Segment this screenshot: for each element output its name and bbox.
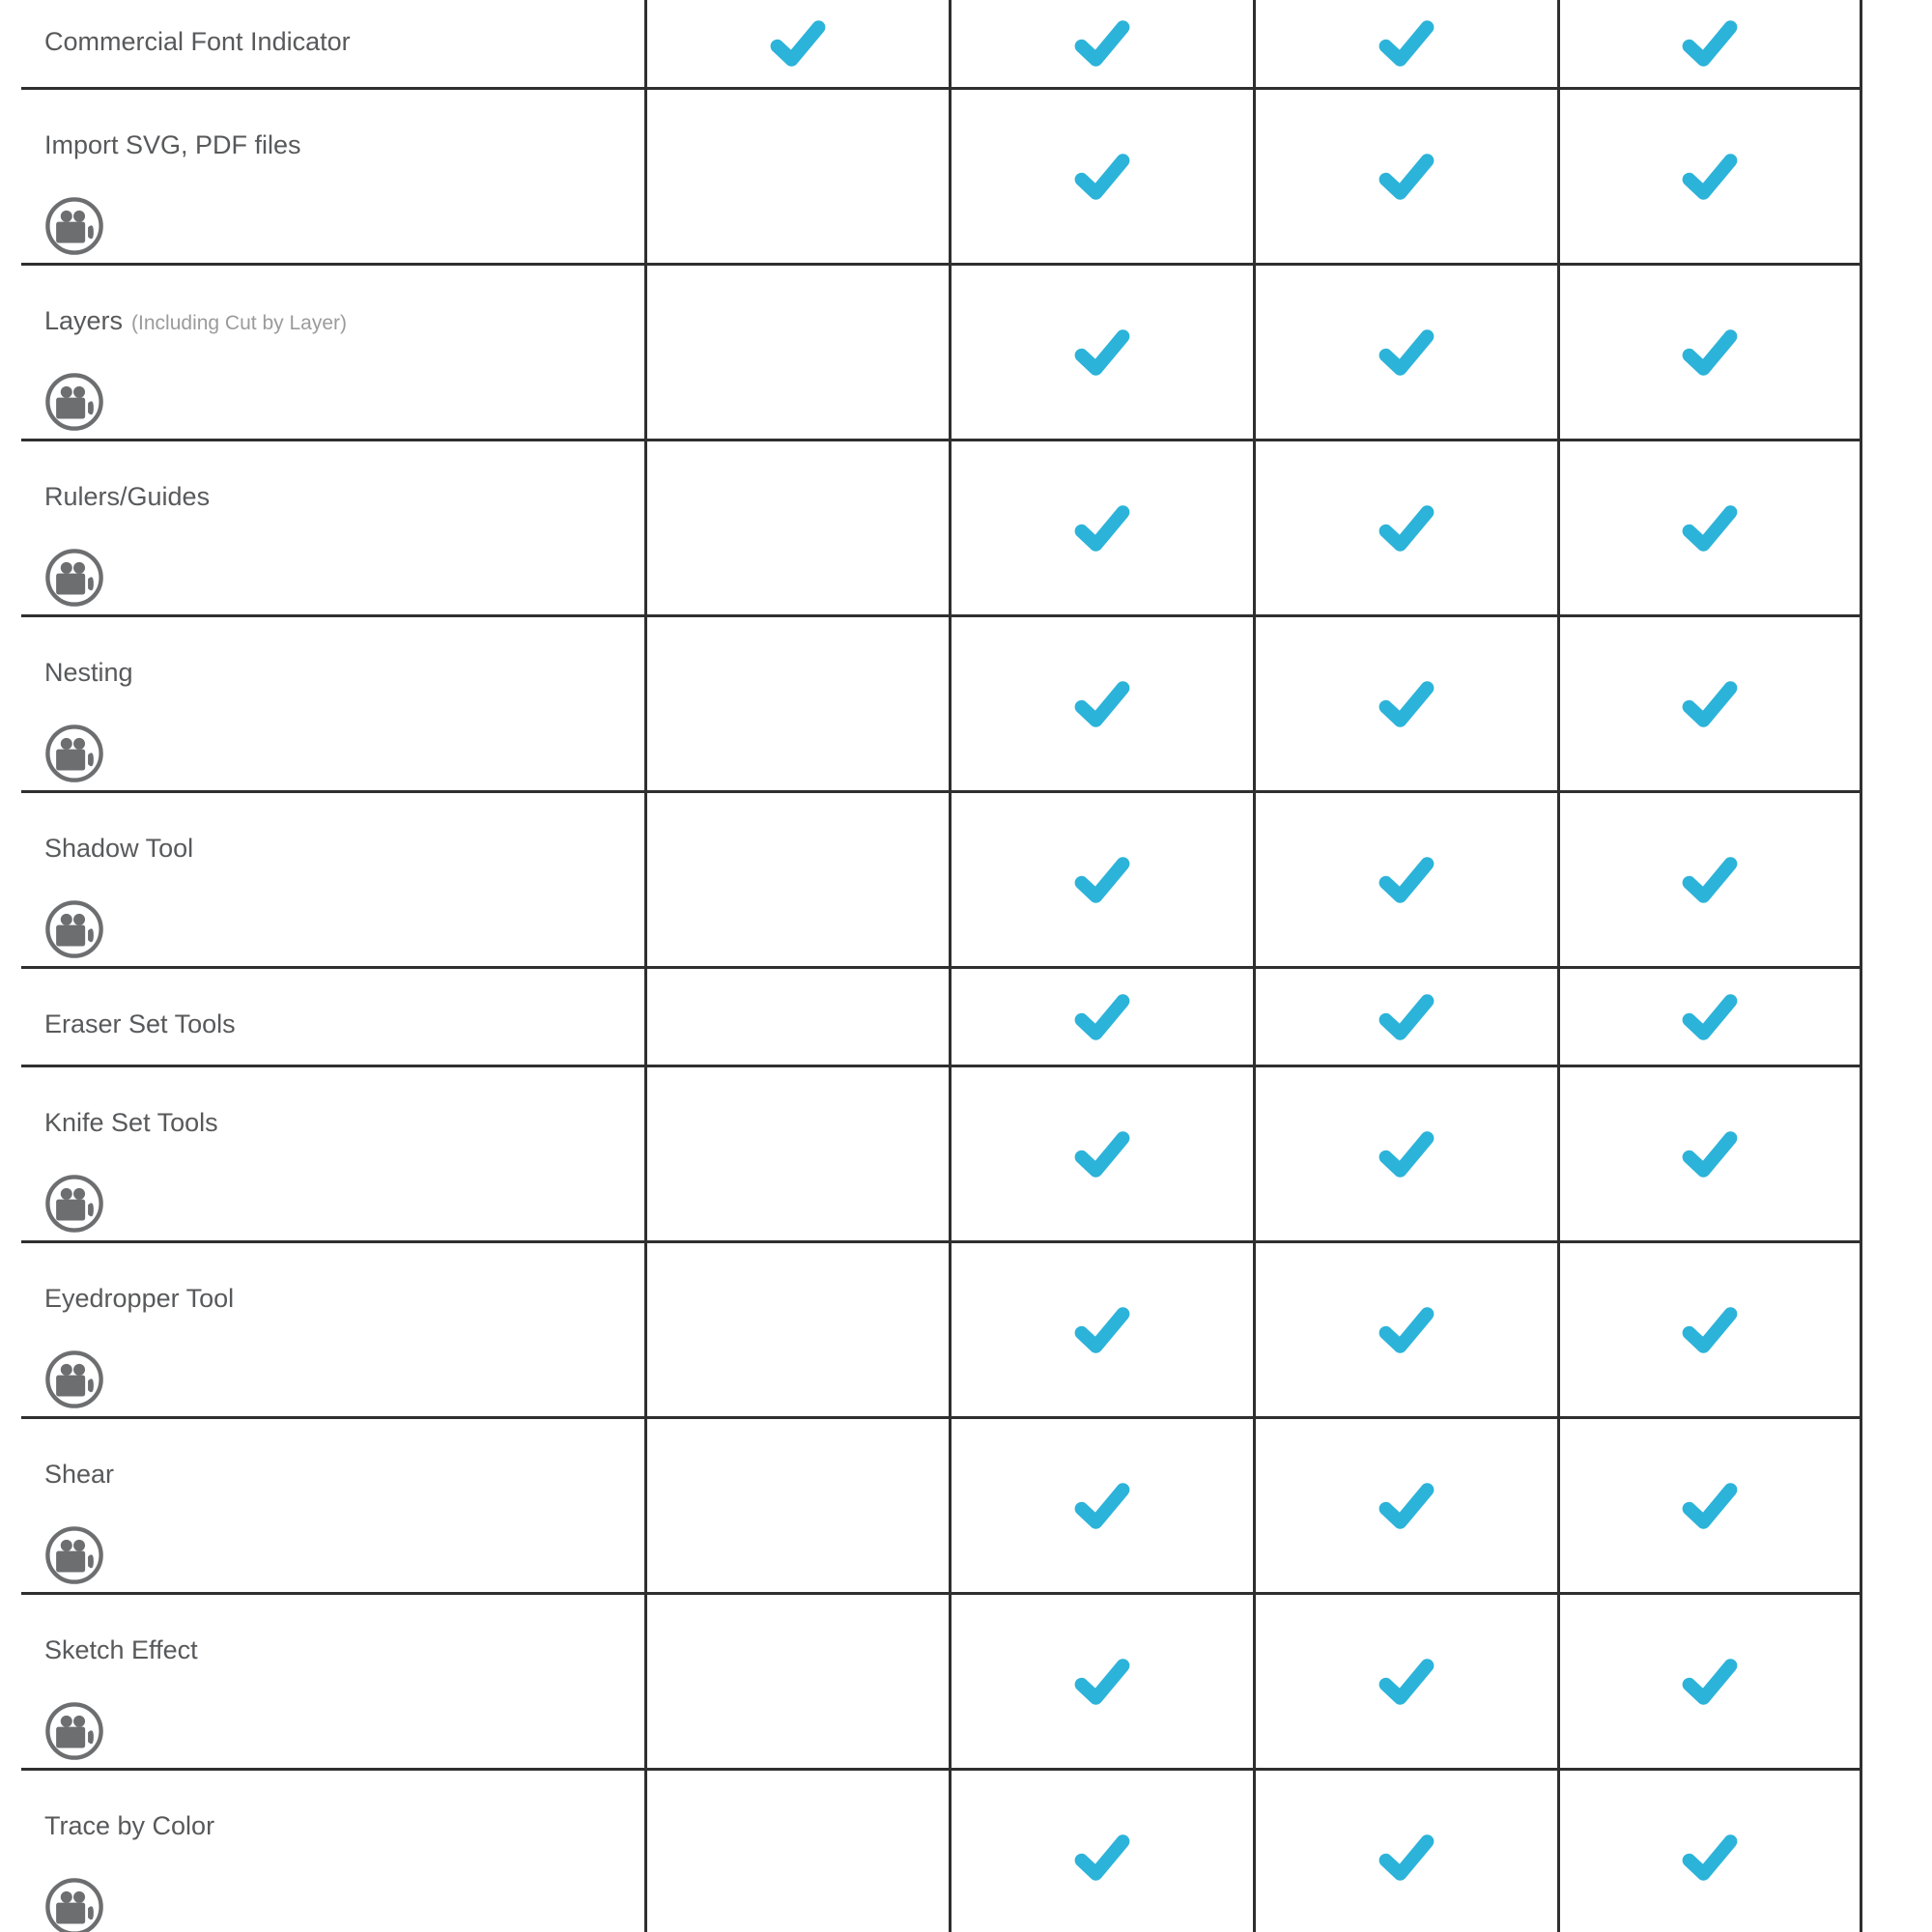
feature-label: Eyedropper Tool xyxy=(44,1284,235,1313)
check-icon xyxy=(1375,151,1438,203)
video-camera-icon[interactable] xyxy=(44,1350,104,1409)
table-row xyxy=(21,90,1862,266)
video-camera-icon[interactable] xyxy=(44,899,104,959)
check-cell xyxy=(1557,0,1862,87)
check-cell xyxy=(1557,1419,1862,1592)
empty-cell xyxy=(644,793,949,966)
check-icon xyxy=(1375,1832,1438,1884)
table-row xyxy=(21,1243,1862,1419)
check-icon xyxy=(1678,1304,1742,1356)
check-icon xyxy=(1375,1656,1438,1708)
check-icon xyxy=(1070,854,1134,906)
feature-label-line xyxy=(44,1634,198,1666)
check-icon xyxy=(1070,1128,1134,1180)
check-icon xyxy=(1375,1128,1438,1180)
feature-cell xyxy=(21,617,644,790)
check-cell xyxy=(644,0,949,87)
feature-label: Eraser Set Tools xyxy=(44,1009,236,1038)
feature-label-line xyxy=(44,1458,114,1491)
check-cell xyxy=(949,0,1253,87)
check-cell xyxy=(949,1243,1253,1416)
check-cell xyxy=(949,1771,1253,1932)
check-cell xyxy=(949,1419,1253,1592)
check-cell xyxy=(1253,617,1557,790)
check-icon xyxy=(1070,17,1134,70)
check-icon xyxy=(1070,1656,1134,1708)
feature-cell xyxy=(21,793,644,966)
check-icon xyxy=(1375,327,1438,379)
table-row xyxy=(21,793,1862,969)
feature-cell xyxy=(21,0,644,87)
check-icon xyxy=(1678,1480,1742,1532)
video-camera-icon[interactable] xyxy=(44,1877,104,1932)
empty-cell xyxy=(644,1067,949,1240)
video-camera-icon[interactable] xyxy=(44,1525,104,1585)
check-icon xyxy=(1375,17,1438,70)
check-icon xyxy=(1678,502,1742,554)
check-cell xyxy=(1557,793,1862,966)
video-camera-icon[interactable] xyxy=(44,1174,104,1234)
empty-cell xyxy=(644,1595,949,1768)
check-cell xyxy=(1557,1067,1862,1240)
feature-label: Shadow Tool xyxy=(44,834,194,863)
check-icon xyxy=(1070,678,1134,730)
feature-label-line xyxy=(44,304,347,337)
feature-cell xyxy=(21,1771,644,1932)
empty-cell xyxy=(644,617,949,790)
check-icon xyxy=(1678,327,1742,379)
check-cell xyxy=(949,266,1253,439)
check-cell xyxy=(949,793,1253,966)
table-row xyxy=(21,1419,1862,1595)
feature-label-line xyxy=(44,832,193,865)
video-camera-icon[interactable] xyxy=(44,548,104,608)
video-camera-icon[interactable] xyxy=(44,1701,104,1761)
check-icon xyxy=(1070,1832,1134,1884)
feature-label-line xyxy=(44,480,210,513)
check-icon xyxy=(1678,1128,1742,1180)
feature-label: Layers xyxy=(44,306,124,335)
check-cell xyxy=(949,441,1253,614)
feature-cell xyxy=(21,1067,644,1240)
empty-cell xyxy=(644,90,949,263)
empty-cell xyxy=(644,1419,949,1592)
check-icon xyxy=(1375,854,1438,906)
check-cell xyxy=(1557,617,1862,790)
feature-label: Shear xyxy=(44,1460,115,1489)
check-cell xyxy=(949,969,1253,1065)
check-icon xyxy=(1678,151,1742,203)
check-cell xyxy=(1557,1595,1862,1768)
feature-label-line xyxy=(44,1008,236,1040)
empty-cell xyxy=(644,266,949,439)
feature-label-line xyxy=(44,25,351,58)
table-row xyxy=(21,1595,1862,1771)
check-icon xyxy=(1375,1304,1438,1356)
video-camera-icon[interactable] xyxy=(44,372,104,432)
check-icon xyxy=(1375,1480,1438,1532)
feature-sublabel: (Including Cut by Layer) xyxy=(131,312,347,334)
check-icon xyxy=(1678,1832,1742,1884)
table-row xyxy=(21,1067,1862,1243)
check-icon xyxy=(1678,678,1742,730)
check-cell xyxy=(1557,1243,1862,1416)
check-cell xyxy=(1253,1067,1557,1240)
feature-cell xyxy=(21,1243,644,1416)
check-icon xyxy=(1070,327,1134,379)
empty-cell xyxy=(644,1771,949,1932)
table-row xyxy=(21,441,1862,617)
table-row xyxy=(21,1771,1862,1932)
feature-cell xyxy=(21,266,644,439)
feature-label: Import SVG, PDF files xyxy=(44,130,301,159)
check-cell xyxy=(1557,1771,1862,1932)
empty-cell xyxy=(644,441,949,614)
check-cell xyxy=(1557,441,1862,614)
table-row xyxy=(21,0,1862,90)
empty-cell xyxy=(644,1243,949,1416)
feature-label: Sketch Effect xyxy=(44,1635,198,1664)
table-row xyxy=(21,266,1862,441)
feature-cell xyxy=(21,1595,644,1768)
check-cell xyxy=(1253,1595,1557,1768)
video-camera-icon[interactable] xyxy=(44,196,104,256)
feature-label-line xyxy=(44,656,133,689)
check-icon xyxy=(1678,854,1742,906)
check-cell xyxy=(1253,793,1557,966)
check-icon xyxy=(1678,991,1742,1043)
check-cell xyxy=(1253,90,1557,263)
empty-cell xyxy=(644,969,949,1065)
feature-label: Nesting xyxy=(44,658,133,687)
feature-label: Trace by Color xyxy=(44,1811,215,1840)
feature-label: Knife Set Tools xyxy=(44,1108,218,1137)
check-icon xyxy=(1070,1480,1134,1532)
check-cell xyxy=(1253,0,1557,87)
check-cell xyxy=(1253,1771,1557,1932)
video-camera-icon[interactable] xyxy=(44,724,104,783)
check-cell xyxy=(949,1595,1253,1768)
feature-comparison-table xyxy=(21,0,1862,1932)
check-cell xyxy=(1557,266,1862,439)
check-icon xyxy=(766,17,830,70)
check-cell xyxy=(949,617,1253,790)
feature-cell xyxy=(21,441,644,614)
check-cell xyxy=(1253,1419,1557,1592)
check-icon xyxy=(1678,17,1742,70)
check-cell xyxy=(949,90,1253,263)
check-icon xyxy=(1070,502,1134,554)
check-cell xyxy=(1557,90,1862,263)
table-row xyxy=(21,969,1862,1067)
check-cell xyxy=(1557,969,1862,1065)
check-icon xyxy=(1070,151,1134,203)
feature-label-line xyxy=(44,128,301,161)
check-cell xyxy=(949,1067,1253,1240)
check-cell xyxy=(1253,1243,1557,1416)
check-cell xyxy=(1253,969,1557,1065)
feature-label: Rulers/Guides xyxy=(44,482,211,511)
check-cell xyxy=(1253,441,1557,614)
check-icon xyxy=(1678,1656,1742,1708)
check-icon xyxy=(1375,991,1438,1043)
check-cell xyxy=(1253,266,1557,439)
feature-label-line xyxy=(44,1282,234,1315)
check-icon xyxy=(1375,678,1438,730)
feature-cell xyxy=(21,1419,644,1592)
check-icon xyxy=(1070,991,1134,1043)
feature-label-line xyxy=(44,1809,214,1842)
feature-label: Commercial Font Indicator xyxy=(44,27,351,56)
check-icon xyxy=(1070,1304,1134,1356)
check-icon xyxy=(1375,502,1438,554)
feature-cell xyxy=(21,969,644,1065)
feature-cell xyxy=(21,90,644,263)
feature-label-line xyxy=(44,1106,218,1139)
table-row xyxy=(21,617,1862,793)
